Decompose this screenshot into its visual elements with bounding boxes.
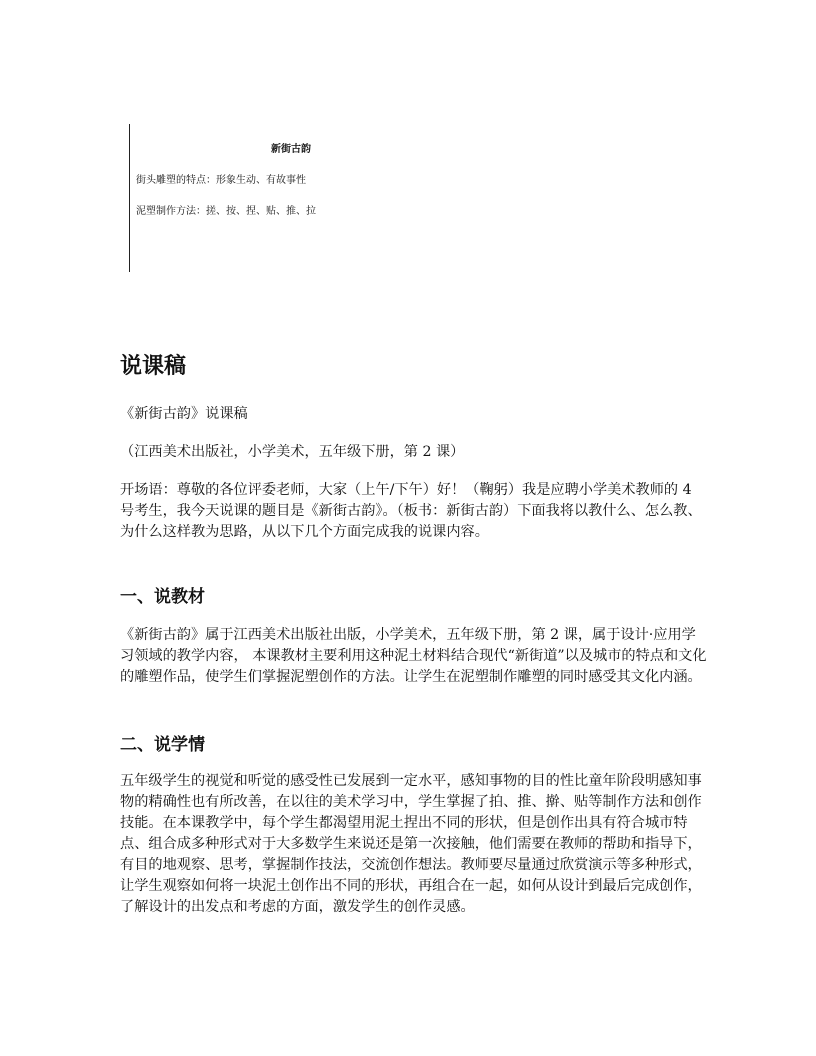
opening-paragraph: 开场语：尊敬的各位评委老师，大家（上午/下午）好！（鞠躬）我是应聘小学美术教师的 4 号考生，我今天说课的题目是《新街古韵》。（板书：新街古韵）下面我将以教什么、怎么教、为什么这样教为思路，从以下几个方面完成我的说课内容。 [120,482,702,540]
lesson-source: （江西美术出版社，小学美术，五年级下册，第 2 课） [120,444,465,460]
section-title-textbook: 一、说教材 [120,587,205,607]
board-line-methods: 泥塑制作方法：搓、按、捏、贴、推、拉 [136,206,316,217]
lesson-subtitle: 《新街古韵》说课稿 [120,406,248,422]
section-body-students: 五年级学生的视觉和听觉的感受性已发展到一定水平，感知事物的目的性比童年阶段明感知事物的精确性也有所改善，在以往的美术学习中，学生掌握了拍、推、擀、贴等制作方法和创作技能。在本课教学中，每个学生都渴望用泥土捏出不同的形状，但是创作出具有符合城市特点、组合成多种形式对于大多数学生来说还是第一次接触，他们需要在教师的帮助和指导下，有目的地观察、思考，掌握制作技法，交流创作想法。教师要尽量通过欣赏演示等多种形式，让学生观察如何将一块泥土创作出不同的形状，再组合在一起，如何从设计到最后完成创作，了解设计的出发点和考虑的方面，激发学生的创作灵感。 [120,773,702,915]
section-body-textbook: 《新街古韵》属于江西美术出版社出版，小学美术，五年级下册，第 2 课，属于设计·应用学习领域的教学内容， 本课教材主要利用这种泥土材料结合现代“新街道”以及城市的特点和文化的雕塑作品，使学生们掌握泥塑创作的方法。让学生在泥塑制作雕塑的同时感受其文化内涵。 [120,627,707,685]
page-title: 说课稿 [120,354,187,379]
board-line-features: 街头雕塑的特点：形象生动、有故事性 [136,175,306,186]
section-title-students: 二、说学情 [120,735,205,755]
blackboard-summary [129,124,430,272]
board-title: 新街古韵 [271,144,311,155]
